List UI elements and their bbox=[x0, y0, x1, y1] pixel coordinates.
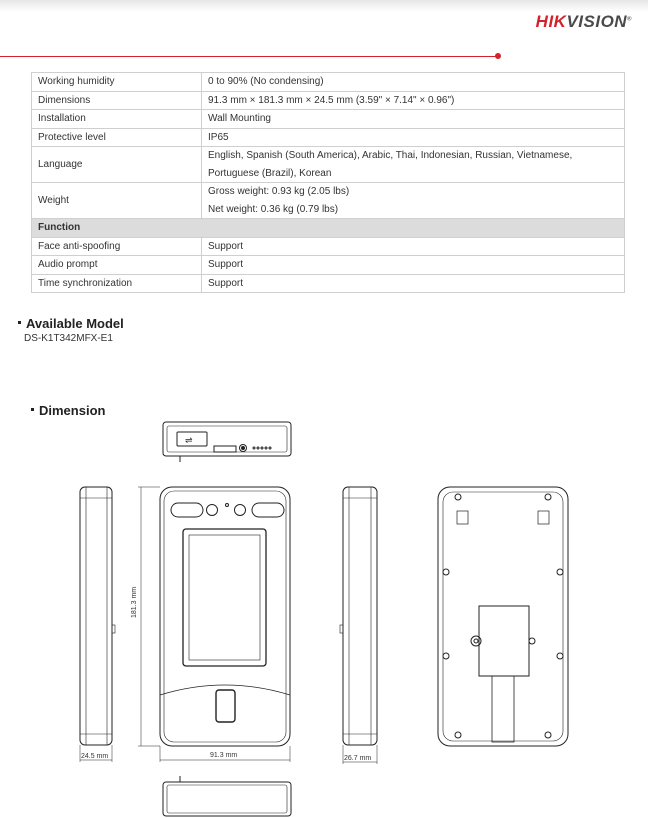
spec-key: Protective level bbox=[32, 128, 202, 147]
device-front-view bbox=[138, 487, 290, 762]
spec-key: Weight bbox=[32, 183, 202, 219]
spec-key: Audio prompt bbox=[32, 256, 202, 275]
dim-label-height: 181.3 mm bbox=[131, 586, 138, 618]
spec-key: Installation bbox=[32, 110, 202, 129]
brand-logo-red: HIK bbox=[535, 12, 567, 31]
spec-value-line: Support bbox=[208, 277, 244, 289]
spec-value-line: IP65 bbox=[208, 131, 229, 143]
spec-key: Face anti-spoofing bbox=[32, 237, 202, 256]
available-model-title: Available Model bbox=[26, 316, 124, 331]
dim-label-depth-left: 24.5 mm bbox=[81, 753, 109, 760]
spec-key: Working humidity bbox=[32, 73, 202, 92]
spec-value-line: Support bbox=[208, 259, 244, 270]
spec-value-line: Portuguese (Brazil), Korean bbox=[208, 167, 332, 179]
device-top-view bbox=[163, 422, 291, 462]
spec-value-line: Support bbox=[208, 240, 244, 252]
spec-value-line: Net weight: 0.36 kg (0.79 lbs) bbox=[208, 203, 339, 215]
device-back-view bbox=[438, 487, 568, 746]
model-number: DS-K1T342MFX-E1 bbox=[24, 333, 113, 344]
spec-value-line: 0 to 90% (No condensing) bbox=[208, 76, 324, 87]
spec-value-line: 91.3 mm × 181.3 mm × 24.5 mm (3.59" × 7.14" × 0.96") bbox=[208, 94, 455, 106]
device-left-side-view bbox=[80, 487, 115, 762]
device-right-side-view bbox=[340, 487, 377, 764]
svg-text:⇌: ⇌ bbox=[185, 436, 193, 446]
brand-logo-gray: VISION bbox=[566, 12, 628, 31]
section-title: Function bbox=[32, 219, 625, 238]
spec-value-line: English, Spanish (South America), Arabic, Thai, Indonesian, Russian, Vietnamese, bbox=[208, 150, 573, 161]
spec-value-line: Wall Mounting bbox=[208, 113, 271, 124]
dimension-title: Dimension bbox=[39, 403, 106, 418]
spec-key: Dimensions bbox=[32, 91, 202, 110]
device-bottom-view bbox=[163, 776, 291, 816]
registered-mark: ® bbox=[627, 16, 632, 23]
dim-label-width: 91.3 mm bbox=[210, 752, 238, 759]
spec-key: Time synchronization bbox=[32, 274, 202, 293]
spec-value-line: Gross weight: 0.93 kg (2.05 lbs) bbox=[208, 186, 350, 197]
dim-label-depth-right: 26.7 mm bbox=[344, 755, 372, 762]
spec-key: Language bbox=[32, 147, 202, 183]
